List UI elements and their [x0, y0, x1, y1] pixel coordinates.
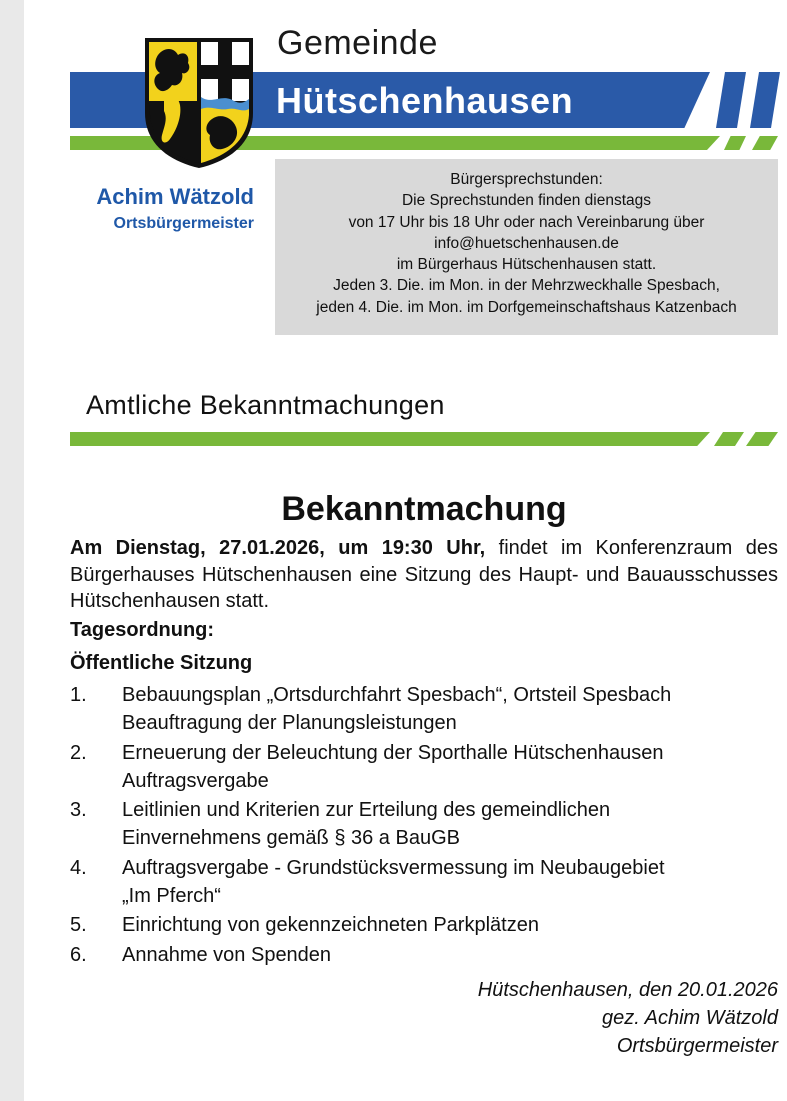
- office-hours-line: Die Sprechstunden finden dienstags: [401, 192, 652, 210]
- agenda-item-number: 3.: [70, 799, 87, 821]
- page: [24, 0, 787, 1101]
- office-hours-email: info@huetschenhausen.de: [434, 234, 619, 252]
- signoff-place-date: Hütschenhausen, den 20.01.2026: [477, 979, 778, 1001]
- agenda-label: Tagesordnung:: [70, 619, 215, 641]
- agenda-item-text: Erneuerung der Beleuchtung der Sporthalle Hütschenhausen: [122, 741, 664, 764]
- header-green-stripe: [752, 136, 778, 150]
- agenda-item-number: 6.: [70, 943, 87, 966]
- header-blue-stripe: [716, 72, 746, 128]
- agenda-list: [70, 681, 778, 970]
- section-title: Amtliche Bekanntmachungen: [86, 390, 445, 420]
- agenda-item: [70, 911, 778, 939]
- municipality-prefix: Gemeinde: [277, 24, 438, 62]
- signoff-signed: gez. Achim Wätzold: [602, 1007, 778, 1029]
- agenda-item-text: Annahme von Spenden: [122, 943, 332, 966]
- agenda-item: [70, 941, 778, 969]
- agenda-item-number: 1.: [70, 684, 87, 706]
- agenda-item-text: Einrichtung von gekennzeichneten Parkplätzen: [122, 914, 539, 936]
- header-blue-stripe: [750, 72, 780, 128]
- header-green-stripe: [724, 136, 746, 150]
- mayor-title: Ortsbürgermeister: [113, 215, 254, 232]
- notice-intro-text: findet im Konferenzraum des Bürgerhauses Hütschenhausen eine Sitzung des Haupt- und Bauausschusses Hütschenhausen statt.: [70, 537, 778, 612]
- signoff: [378, 976, 778, 1060]
- agenda-item: [70, 854, 778, 910]
- section-green-band: [70, 432, 710, 446]
- public-session-label: Öffentliche Sitzung: [70, 652, 253, 674]
- office-hours-line: Bürgersprechstunden:: [450, 171, 603, 188]
- agenda-item-number: 5.: [70, 914, 87, 936]
- agenda-item-text: Leitlinien und Kriterien zur Erteilung des gemeindlichen: [122, 799, 611, 821]
- notice-intro: [70, 535, 778, 615]
- agenda-item-subtext: „Im Pferch“: [122, 884, 221, 907]
- agenda-item-subtext: Einvernehmens gemäß § 36 a BauGB: [122, 827, 460, 849]
- section-green-stripe: [714, 432, 744, 446]
- office-hours-line: Jeden 3. Die. im Mon. in der Mehrzweckhalle Spesbach,: [333, 277, 720, 295]
- office-hours-line: im Bürgerhaus Hütschenhausen statt.: [396, 256, 657, 274]
- agenda-item: [70, 796, 778, 852]
- agenda-item-subtext: Auftragsvergabe: [122, 769, 269, 792]
- agenda-item-text: Auftragsvergabe - Grundstücksvermessung im Neubaugebiet: [122, 856, 665, 879]
- agenda-item: [70, 681, 778, 737]
- section-green-stripe: [746, 432, 778, 446]
- agenda-item-number: 2.: [70, 741, 87, 764]
- agenda-item-subtext: Beauftragung der Planungsleistungen: [122, 712, 457, 734]
- agenda-item-text: Bebauungsplan „Ortsdurchfahrt Spesbach“, Ortsteil Spesbach: [122, 684, 672, 706]
- notice-intro-date: Am Dienstag, 27.01.2026, um 19:30 Uhr,: [70, 537, 486, 559]
- signoff-role: Ortsbürgermeister: [616, 1035, 778, 1057]
- agenda-item-number: 4.: [70, 856, 87, 879]
- municipality-name: Hütschenhausen: [276, 80, 574, 121]
- coat-of-arms-icon: [142, 35, 256, 171]
- agenda-item: [70, 739, 778, 795]
- office-hours-line: jeden 4. Die. im Mon. im Dorfgemeinschaftshaus Katzenbach: [316, 298, 737, 316]
- office-hours-line: von 17 Uhr bis 18 Uhr oder nach Vereinbarung über: [348, 213, 705, 231]
- notice-title: Bekanntmachung: [281, 490, 567, 528]
- mayor-name: Achim Wätzold: [96, 184, 254, 209]
- office-hours-box: [275, 159, 778, 335]
